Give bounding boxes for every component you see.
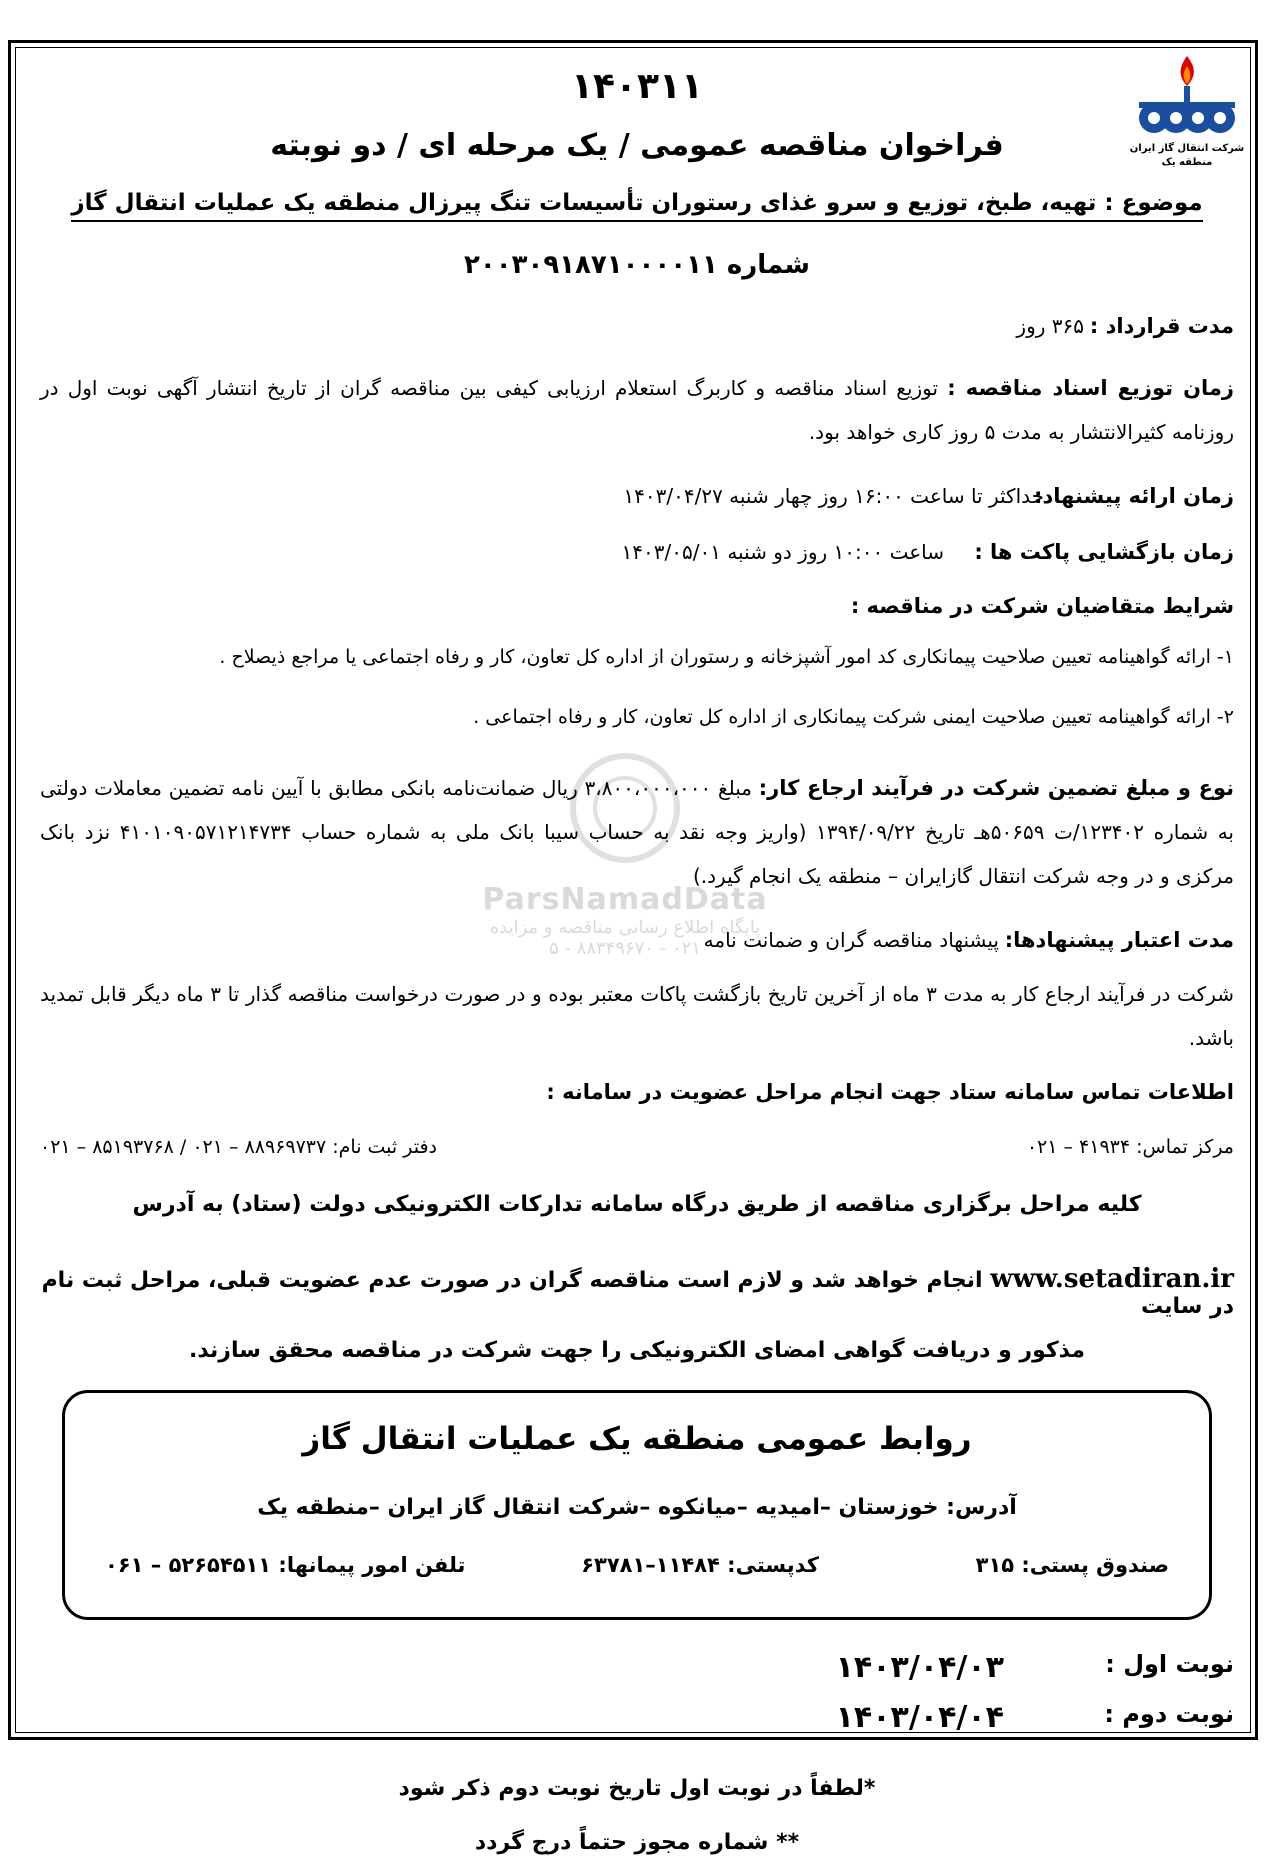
box-phone: تلفن امور پیمانها: ۵۲۶۵۴۵۱۱ – ۰۶۱: [105, 1553, 466, 1577]
submission-row: [40, 484, 1234, 524]
subject-line: [40, 190, 1234, 216]
contact-center: مرکز تماس: ۴۱۹۳۴ – ۰۲۱: [1026, 1136, 1234, 1158]
box-address: آدرس: خوزستان –امیدیه –میانکوه –شرکت انتقال گاز ایران –منطقه یک: [257, 1495, 1017, 1520]
note-1: *لطفاً در نوبت اول تاریخ نوبت دوم ذکر شود: [398, 1776, 876, 1801]
box-pobox: صندوق پستی: ۳۱۵: [975, 1553, 1169, 1577]
condition-1-text: ۱- ارائه گواهینامه تعیین صلاحیت پیمانکاری کد امور آشپزخانه و رستوران از اداره کل تعاون، کار و رفاه اجتماعی یا مراجع ذیصلاح .: [219, 646, 1234, 668]
contact-heading-row: [40, 1080, 1234, 1120]
distribution-text: توزیع اسناد مناقصه و کاربرگ استعلام ارزیابی کیفی بین مناقصه گران از تاریخ انتشار آگهی نوبت اول در روزنامه کثیرالانتشار به مدت ۵ روز کاری خواهد بود.: [40, 376, 1234, 444]
distribution-label: زمان توزیع اسناد مناقصه :: [947, 376, 1235, 400]
condition-2-text: ۲- ارائه گواهینامه تعیین صلاحیت ایمنی شرکت پیمانکاری از اداره کل تعاون، کار و رفاه اجتماعی .: [473, 706, 1234, 728]
first-publication-date: ۱۴۰۳/۰۴/۰۳: [835, 1650, 1004, 1685]
box-postal: کدپستی: ۱۱۴۸۴–۶۳۷۸۱: [581, 1553, 819, 1577]
logo-company-name: شرکت انتقال گاز ایران: [1129, 143, 1245, 154]
second-publication-row: [734, 1700, 1234, 1736]
distribution-paragraph: [40, 366, 1234, 454]
validity-value: پیشنهاد مناقصه گران و ضمانت نامه: [703, 928, 999, 952]
first-publication-row: [734, 1650, 1234, 1686]
subject-text: موضوع : تهیه، طبخ، توزیع و سرو غذای رستوران تأسیسات تنگ پیرزال منطقه یک عملیات انتقال گاز: [71, 190, 1202, 222]
submission-label: زمان ارائه پیشنهاد:: [1034, 484, 1234, 508]
condition-1: [40, 646, 1234, 686]
validity-text: شرکت در فرآیند ارجاع کار به مدت ۳ ماه از آخرین تاریخ بازگشت پاکات معتبر بوده و در صورت درخواست مناقصه گذار تا ۳ ماه دیگر قابل تمدید باشد.: [40, 982, 1234, 1050]
watermark-line: پایگاه اطلاع رسانی مناقصه و مزایده: [489, 917, 761, 938]
guarantee-text: مبلغ ۳،۸۰۰،۰۰۰،۰۰۰ ریال ضمانت‌نامه بانکی مطابق با آیین نامه تضمین معاملات دولتی به شماره ۱۲۳۴۰۲/ت ۵۰۶۵۹هـ تاریخ ۱۳۹۴/۰۹/۲۲ (واریز وجه نقد به حساب سیبا بانک ملی به شماره حساب ۴۱۰۱۰۹۰۵۷۱۲۱۴۷۳۴ نزد بانک مرکزی و در وجه شرکت انتقال گازایران – منطقه یک انجام گیرد.): [40, 776, 1234, 888]
note-2: ** شماره مجوز حتماً درج گردد: [474, 1830, 800, 1855]
contact-office: دفتر ثبت نام: ۸۸۹۶۹۷۳۷ – ۰۲۱ / ۸۵۱۹۳۷۶۸ – ۰۲۱: [40, 1136, 438, 1158]
setad-url[interactable]: www.setadiran.ir: [990, 1264, 1234, 1294]
watermark-phone: ۰۲۱ - ۸۸۳۴۹۶۷۰ - ۵: [549, 938, 701, 959]
tender-code: شماره ۲۰۰۳۰۹۱۸۷۱۰۰۰۰۱۱: [463, 250, 811, 280]
watermark-brand: ParsNamadData: [482, 882, 768, 917]
public-relations-box: [62, 1390, 1212, 1620]
condition-2: [40, 706, 1234, 746]
first-publication-label: نوبت اول :: [1105, 1650, 1234, 1678]
conditions-label: شرایط متقاضیان شرکت در مناقصه :: [850, 594, 1234, 618]
opening-row: [40, 540, 1234, 580]
setad-line-2-text: انجام خواهد شد و لازم است مناقصه گران در صورت عدم عضویت قبلی، مراحل ثبت نام در سایت: [41, 1268, 1234, 1319]
validity-label: مدت اعتبار پیشنهادها:: [1004, 928, 1234, 952]
box-heading: روابط عمومی منطقه یک عملیات انتقال گاز: [302, 1421, 972, 1457]
conditions-heading-row: [40, 594, 1234, 634]
second-publication-date: ۱۴۰۳/۰۴/۰۴: [835, 1700, 1004, 1735]
duration-label: مدت قرارداد :: [1089, 314, 1234, 338]
opening-label: زمان بازگشایی پاکت ها :: [974, 540, 1234, 564]
duration-row: [40, 314, 1234, 354]
setad-line-3: مذکور و دریافت گواهی امضای الکترونیکی را جهت شرکت در مناقصه محقق سازند.: [188, 1338, 1086, 1363]
contact-label: اطلاعات تماس سامانه ستاد جهت انجام مراحل عضویت در سامانه :: [546, 1080, 1234, 1104]
page-title: فراخوان مناقصه عمومی / یک مرحله ای / دو نوبته: [270, 128, 1004, 163]
setad-line-1: کلیه مراحل برگزاری مناقصه از طریق درگاه سامانه تدارکات الکترونیکی دولت (ستاد) به آدرس: [132, 1192, 1142, 1217]
validity-row: [40, 928, 1234, 968]
duration-value: ۳۶۵ روز: [1016, 314, 1084, 338]
second-publication-label: نوبت دوم :: [1104, 1700, 1234, 1728]
logo-region: منطقه یک: [1161, 157, 1213, 168]
guarantee-label: نوع و مبلغ تضمین شرکت در فرآیند ارجاع کار:: [758, 776, 1234, 800]
setad-line-2: [40, 1264, 1234, 1319]
box-contact-row: [65, 1553, 1209, 1583]
contact-row: [40, 1136, 1234, 1176]
opening-value: ساعت ۱۰:۰۰ روز دو شنبه ۱۴۰۳/۰۵/۰۱: [621, 540, 944, 564]
submission-value: حداکثر تا ساعت ۱۶:۰۰ روز چهار شنبه ۱۴۰۳/۰۴/۲۷: [623, 484, 1044, 508]
guarantee-paragraph: [40, 766, 1234, 898]
validity-paragraph: [40, 972, 1234, 1060]
tender-number: ۱۴۰۳۱۱: [571, 66, 703, 107]
